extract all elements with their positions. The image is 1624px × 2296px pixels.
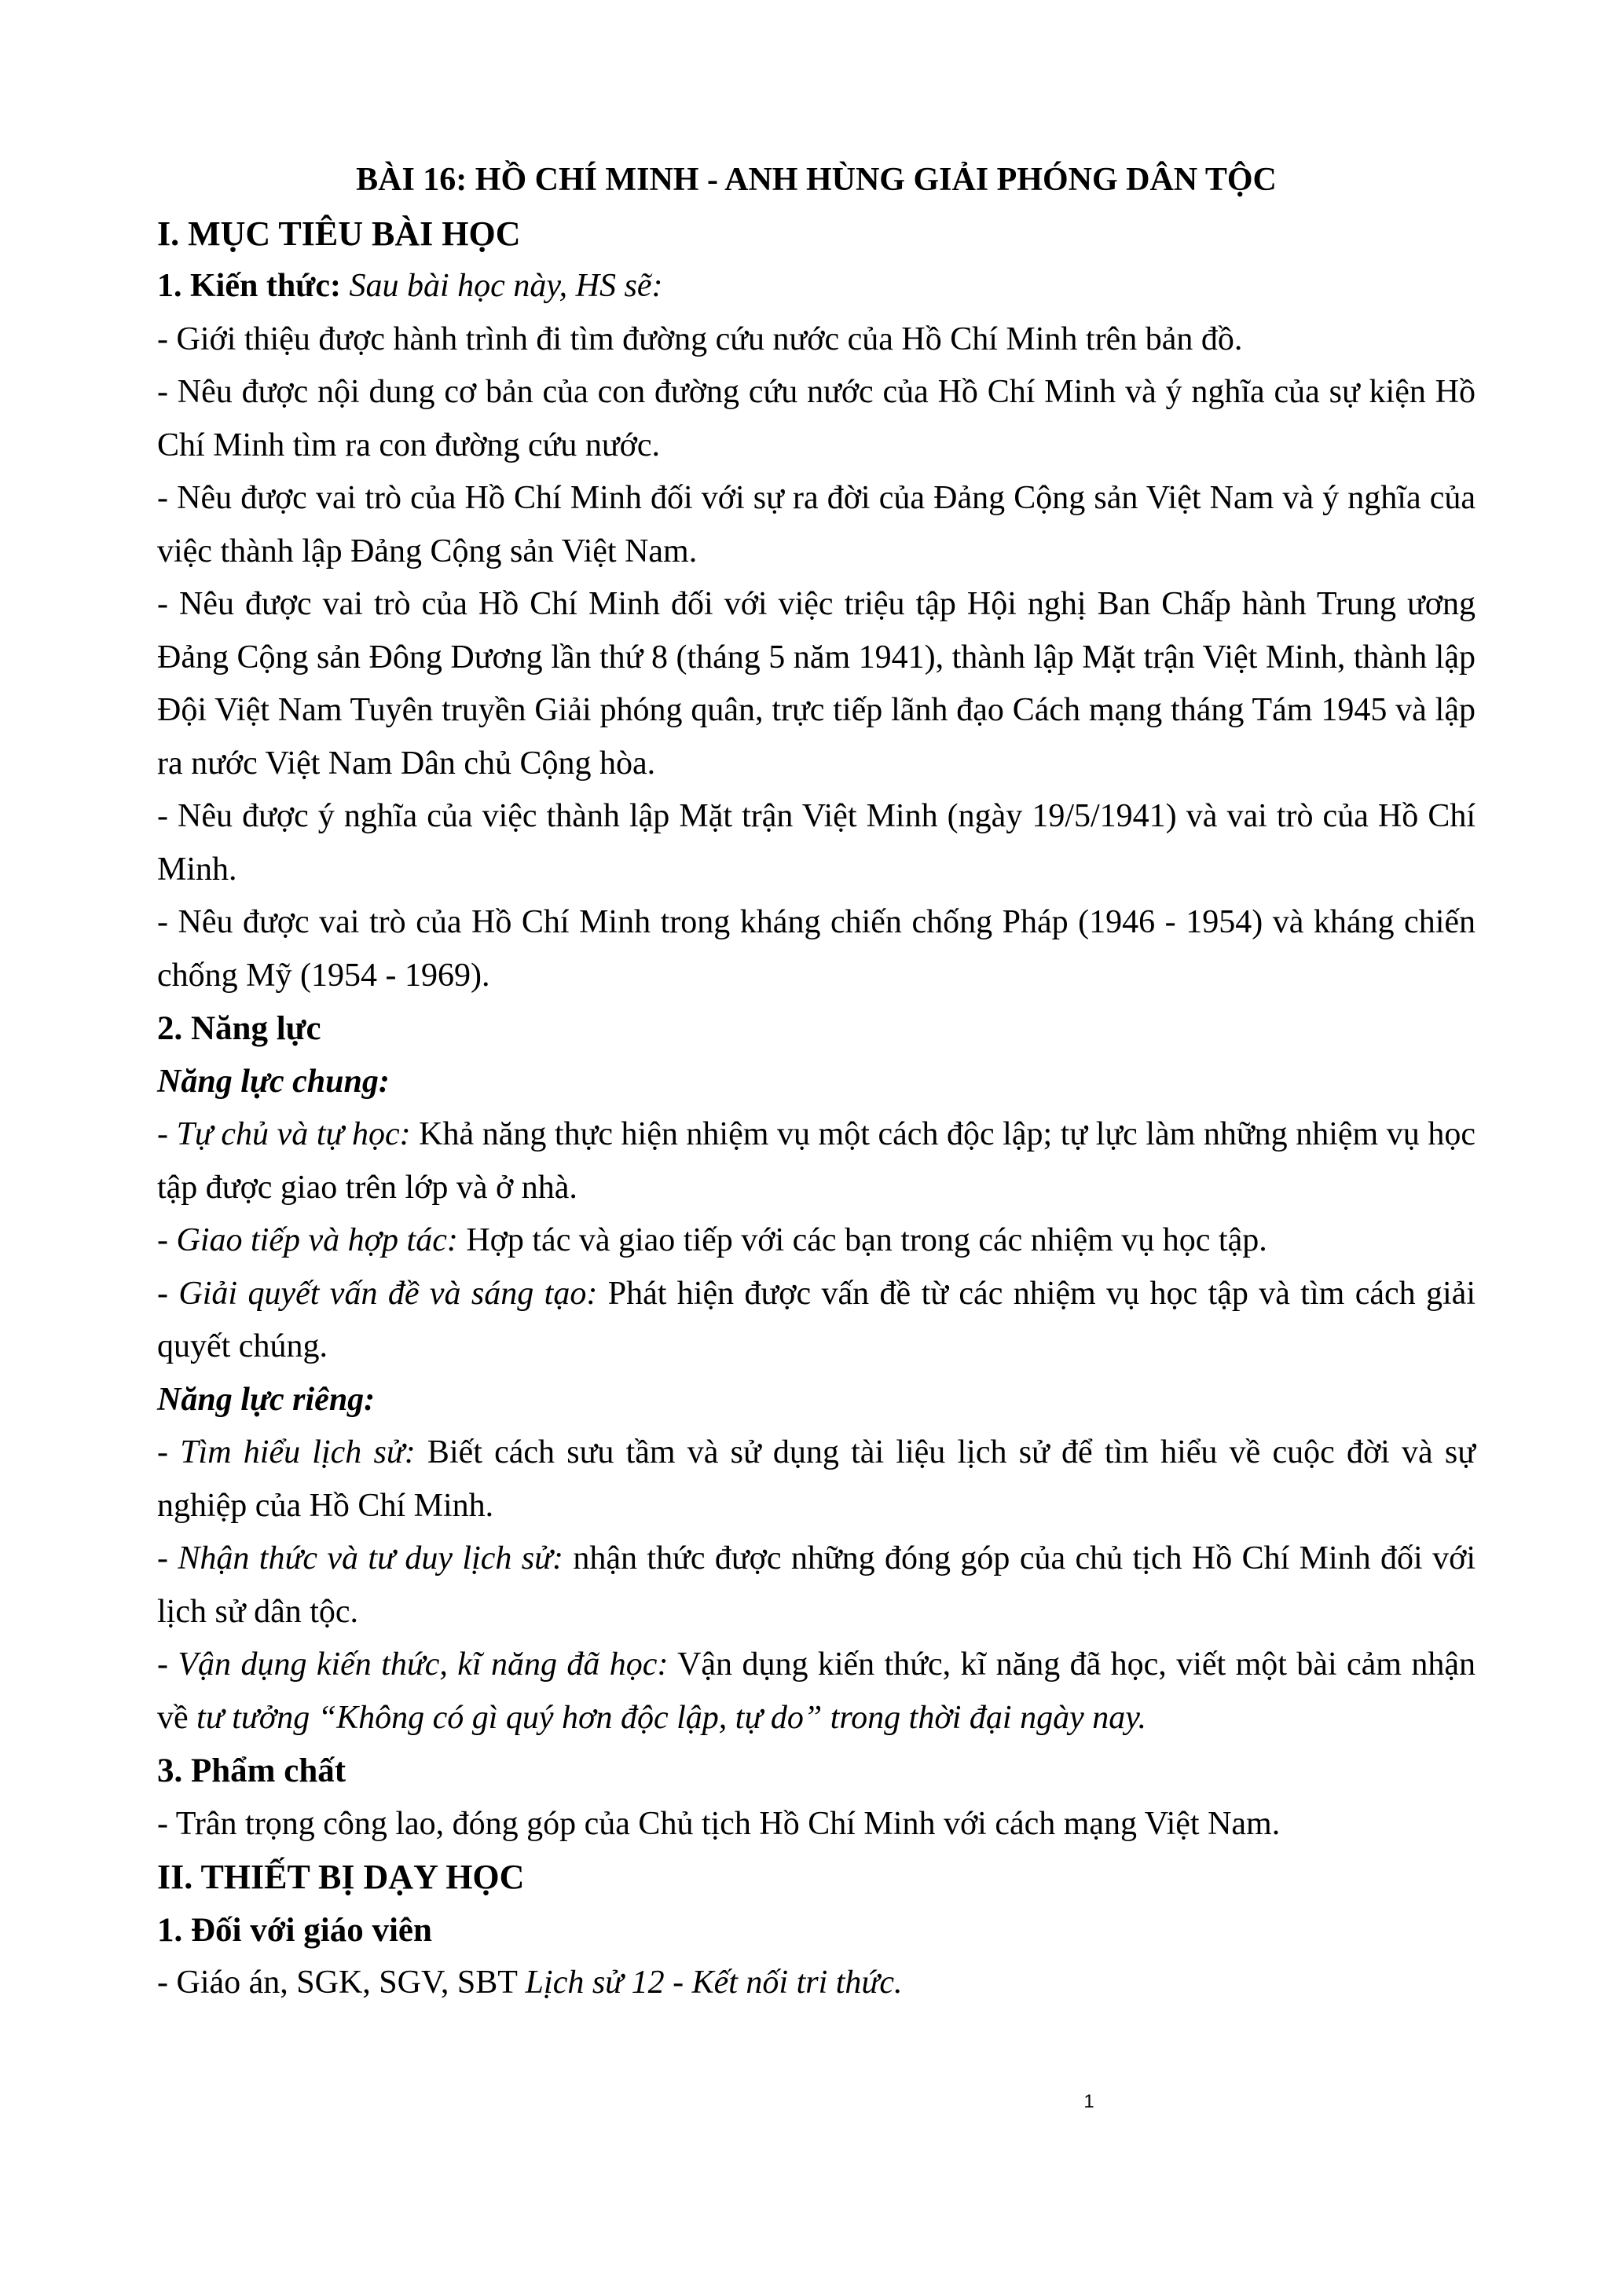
textbook-title: Lịch sử 12 - Kết nối tri thức. [525, 1965, 903, 2001]
competence-term: Tự chủ và tự học: [176, 1116, 411, 1152]
knowledge-item: - Nêu được ý nghĩa của việc thành lập Mặt trận Việt Minh (ngày 19/5/1941) và vai trò của Hồ Chí Minh. [157, 798, 1476, 888]
general-competence-heading: Năng lực chung: [157, 1063, 390, 1100]
competence-text: Khả năng thực hiện nhiệm vụ một cách độc lập; tự lực làm những nhiệm vụ học tập được giao trên lớp và ở nhà. [157, 1116, 1476, 1206]
page-number: 1 [1083, 2091, 1094, 2112]
quality-heading: 3. Phẩm chất [157, 1752, 346, 1789]
competence-item [157, 1639, 1476, 1745]
knowledge-item: - Nêu được vai trò của Hồ Chí Minh đối với việc triệu tập Hội nghị Ban Chấp hành Trung ương Đảng Cộng sản Đông Dương lần thứ 8 (tháng 5 năm 1941), thành lập Mặt trận Việt Minh, thành lập Đội Việt Nam Tuyên truyền Giải phóng quân, trực tiếp lãnh đạo Cách mạng tháng Tám 1945 và lập ra nước Việt Nam Dân chủ Cộng hòa. [157, 586, 1476, 782]
competence-item [157, 1214, 1476, 1268]
specific-competence-heading: Năng lực riêng: [157, 1381, 376, 1418]
competence-text: Hợp tác và giao tiếp với các bạn trong các nhiệm vụ học tập. [457, 1222, 1267, 1258]
teacher-materials: - Giáo án, SGK, SGV, SBT [157, 1965, 526, 2001]
competence-item [157, 1108, 1476, 1214]
knowledge-intro: Sau bài học này, HS sẽ: [349, 268, 663, 304]
knowledge-heading [157, 260, 1476, 313]
bullet-dash: - [157, 1222, 177, 1258]
competence-quote: tư tưởng “Không có gì quý hơn độc lập, tự do” trong thời đại ngày nay. [196, 1699, 1147, 1736]
section-heading-equipment: II. THIẾT BỊ DẠY HỌC [157, 1858, 525, 1896]
competence-item [157, 1268, 1476, 1374]
competence-term: Giao tiếp và hợp tác: [176, 1222, 458, 1258]
bullet-dash: - [157, 1275, 179, 1312]
teacher-item [157, 1957, 1476, 2010]
knowledge-label: 1. Kiến thức: [157, 268, 342, 304]
competence-item [157, 1426, 1476, 1532]
competence-text: Biết cách sưu tầm và sử dụng tài liệu lịch sử để tìm hiểu về cuộc đời và sự nghiệp của Hồ Chí Minh. [157, 1434, 1476, 1524]
competence-heading: 2. Năng lực [157, 1010, 321, 1047]
competence-text: nhận thức được những đóng góp của chủ tịch Hồ Chí Minh đối với lịch sử dân tộc. [157, 1540, 1476, 1630]
quality-item: - Trân trọng công lao, đóng góp của Chủ tịch Hồ Chí Minh với cách mạng Việt Nam. [157, 1805, 1281, 1842]
section-heading-objectives: I. MỤC TIÊU BÀI HỌC [157, 214, 521, 253]
knowledge-item: - Giới thiệu được hành trình đi tìm đường cứu nước của Hồ Chí Minh trên bản đồ. [157, 320, 1243, 357]
competence-term: Vận dụng kiến thức, kĩ năng đã học: [178, 1646, 669, 1683]
competence-term: Giải quyết vấn đề và sáng tạo: [178, 1275, 598, 1312]
bullet-dash: - [157, 1540, 178, 1576]
lesson-title: BÀI 16: HỒ CHÍ MINH - ANH HÙNG GIẢI PHÓNG DÂN TỘC [356, 162, 1277, 198]
bullet-dash: - [157, 1116, 177, 1152]
knowledge-item: - Nêu được vai trò của Hồ Chí Minh đối với sự ra đời của Đảng Cộng sản Việt Nam và ý nghĩa của việc thành lập Đảng Cộng sản Việt Nam. [157, 480, 1476, 569]
competence-term: Nhận thức và tư duy lịch sử: [178, 1540, 564, 1576]
competence-term: Tìm hiểu lịch sử: [180, 1434, 416, 1470]
competence-text: Vận dụng kiến thức, kĩ năng đã học, viết một bài cảm nhận về [157, 1646, 1476, 1736]
bullet-dash: - [157, 1646, 178, 1683]
competence-item [157, 1532, 1476, 1639]
knowledge-item: - Nêu được nội dung cơ bản của con đường cứu nước của Hồ Chí Minh và ý nghĩa của sự kiện Hồ Chí Minh tìm ra con đường cứu nước. [157, 374, 1476, 463]
knowledge-item: - Nêu được vai trò của Hồ Chí Minh trong kháng chiến chống Pháp (1946 - 1954) và kháng chiến chống Mỹ (1954 - 1969). [157, 904, 1476, 994]
competence-text: Phát hiện được vấn đề từ các nhiệm vụ học tập và tìm cách giải quyết chúng. [157, 1275, 1476, 1364]
bullet-dash: - [157, 1434, 181, 1470]
document-page [157, 154, 1476, 2010]
teacher-heading: 1. Đối với giáo viên [157, 1911, 432, 1949]
